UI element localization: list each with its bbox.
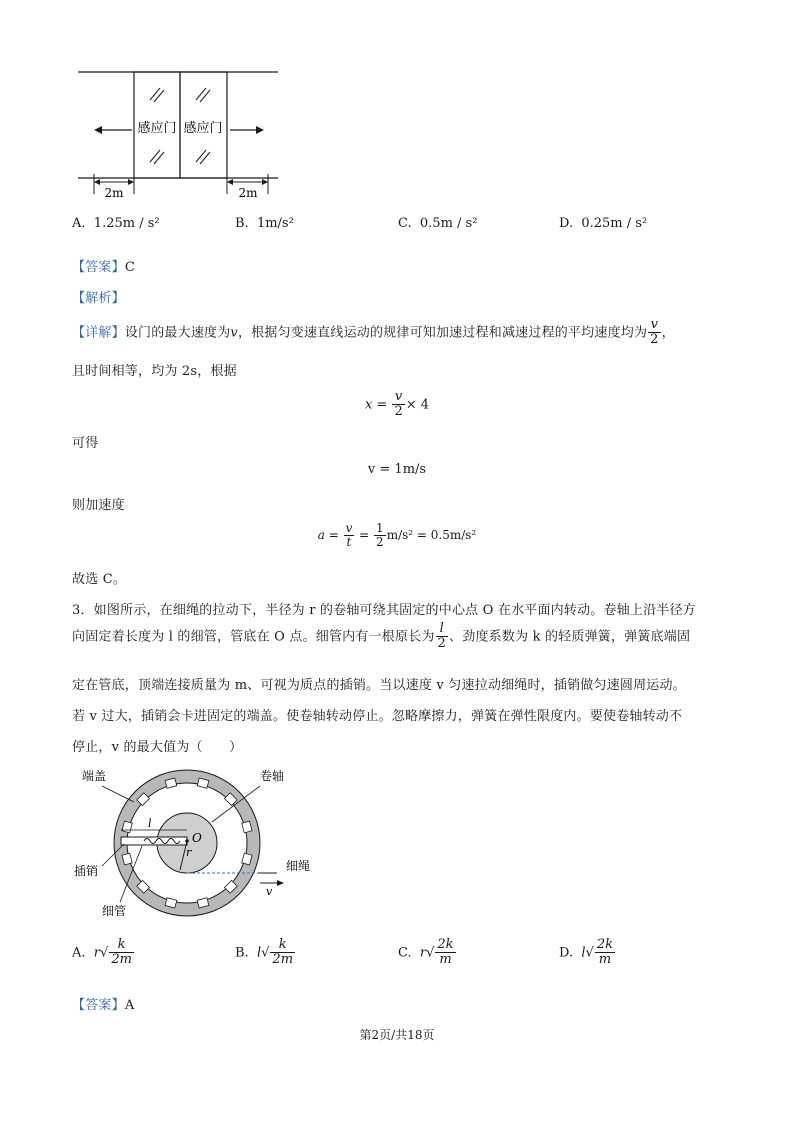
page-footer: 第2页/共18页 <box>359 1028 435 1042</box>
fig-label-end-cap: 端盖 <box>82 769 107 783</box>
q2-detail-line1: 【详解】设门的最大速度为v，根据匀变速直线运动的规律可知加速过程和减速过程的平均速度均为 $\frac{v}{2}$ ， <box>72 317 675 348</box>
q2-option-d: D. 0.25m / s² <box>559 216 648 231</box>
q2-conclusion: 故选 C。 <box>72 572 127 587</box>
q2-option-c: C. 0.5m / s² <box>398 216 478 231</box>
q2-detail-line2: 且时间相等，均为 2s，根据 <box>72 364 237 379</box>
fig-label-rope: 细绳 <box>286 859 311 873</box>
keyi-text: 可得 <box>72 436 99 451</box>
q3-answer: 【答案】A <box>72 998 135 1013</box>
equation-1: x = $\frac{v}{2}$ × 4 <box>364 389 430 420</box>
fig-label-r: r <box>186 846 192 859</box>
dim-left: 2m <box>104 186 124 200</box>
q3-option-a: A. r√ $\frac{k}{2m}$ <box>72 937 132 968</box>
dim-right: 2m <box>238 186 258 200</box>
q3-option-c: C. r√ $\frac{2k}{m}$ <box>398 937 454 968</box>
q3-line3: 定在管底，顶端连接质量为 m、可视为质点的插销。当以速度 v 匀速拉动细绳时，插销做匀速圆周运动。 <box>72 678 686 693</box>
q2-option-b: B. 1m/s² <box>235 216 294 231</box>
reel-figure <box>72 760 332 930</box>
q2-answer: 【答案】C <box>72 260 135 275</box>
equation-2: v = 1m/s <box>367 462 427 477</box>
fig-label-l: l <box>148 817 152 830</box>
q2-analysis-tag: 【解析】 <box>72 291 125 306</box>
q3-line5: 停止，v 的最大值为（ ） <box>72 740 243 755</box>
q3-line4: 若 v 过大，插销会卡进固定的端盖。使卷轴转动停止。忽略摩擦力，弹簧在弹性限度内。要使卷轴转动不 <box>72 709 683 724</box>
door-label-left: 感应门 <box>137 121 177 136</box>
fig-label-reel: 卷轴 <box>260 769 285 783</box>
fig-label-pin: 插销 <box>74 864 99 878</box>
q2-option-a: A. 1.25m / s² <box>72 216 160 231</box>
q3-line2: 向固定着长度为 l 的细管，管底在 O 点。细管内有一根原长为 $\frac{l}{2}$ 、劲度系数为 k 的轻质弹簧，弹簧底端固 <box>72 621 691 652</box>
fig-label-v: v <box>266 885 273 898</box>
q3-line1: 3．如图所示，在细绳的拉动下，半径为 r 的卷轴可绕其固定的中心点 O 在水平面内转动。卷轴上沿半径方 <box>72 603 696 618</box>
fig-label-O: O <box>192 831 202 845</box>
door-label-right: 感应门 <box>183 121 223 136</box>
q3-option-b: B. l√ $\frac{k}{2m}$ <box>235 937 294 968</box>
sensor-door-figure <box>72 64 282 204</box>
q3-option-d: D. l√ $\frac{2k}{m}$ <box>559 937 613 968</box>
zejia-text: 则加速度 <box>72 498 125 513</box>
fig-label-tube: 细管 <box>102 904 127 918</box>
equation-3: a = $\frac{v}{t}$ = $\frac{1}{2}$ m/s² = 0.5m/s² <box>317 521 477 550</box>
